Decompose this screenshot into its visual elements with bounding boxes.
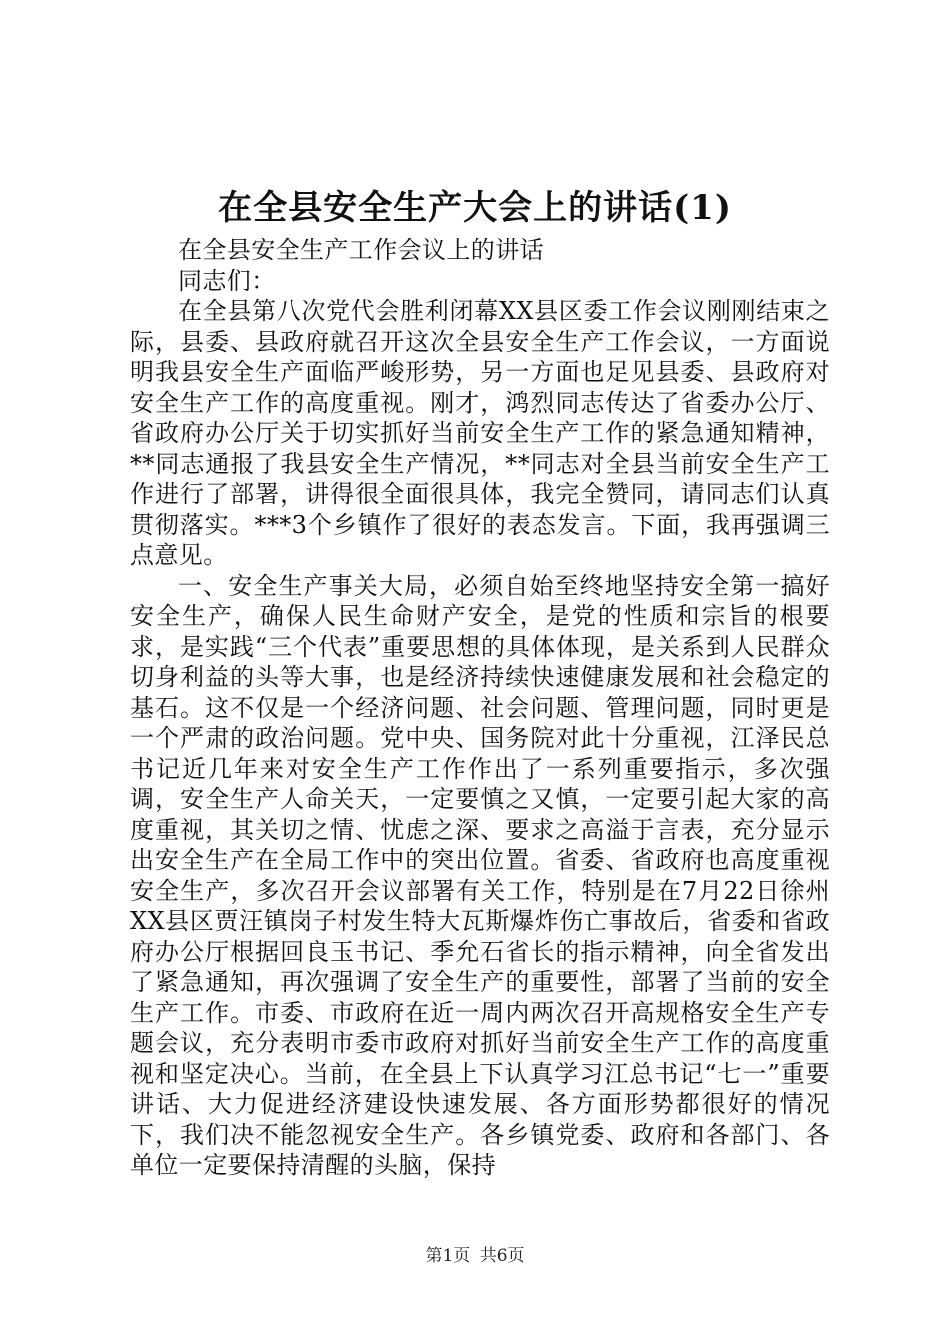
salutation: 同志们：	[178, 266, 276, 295]
paragraph-point-one: 一、安全生产事关大局，必须自始至终地坚持安全第一搞好安全生产，确保人民生命财产安全，是党的性质和宗旨的根要求，是实践“三个代表”重要思想的具体体现，是关系到人民群众切身利益的头等大事，也是经济持续快速健康发展和社会稳定的基石。这不仅是一个经济问题、社会问题、管理问题，同时更是一个严肃的政治问题。党中央、国务院对此十分重视，江泽民总书记近几年来对安全生产工作作出了一系列重要指示，多次强调，安全生产人命关天，一定要慎之又慎，一定要引起大家的高度重视，其关切之情、忧虑之深、要求之高溢于言表，充分显示出安全生产在全局工作中的突出位置。省委、省政府也高度重视安全生产，多次召开会议部署有关工作，特别是在7月22日徐州XX县区贾汪镇岗子村发生特大瓦斯爆炸伤亡事故后，省委和省政府办公厅根据回良玉书记、季允石省长的指示精神，向全省发出了紧急通知，再次强调了安全生产的重要性，部署了当前的安全生产工作。市委、市政府在近一周内两次召开高规格安全生产专题会议，充分表明市委市政府对抓好当前安全生产工作的高度重视和坚定决心。当前，在全县上下认真学习江总书记“七一”重要讲话、大力促进经济建设快速发展、各方面形势都很好的情况下，我们决不能忽视安全生产。各乡镇党委、政府和各部门、各单位一定要保持清醒的头脑，保持	[130, 571, 830, 1179]
paragraph-intro: 在全县第八次党代会胜利闭幕XX县区委工作会议刚刚结束之际，县委、县政府就召开这次全县安全生产工作会议，一方面说明我县安全生产面临严峻形势，另一方面也足见县委、县政府对安全生产工作的高度重视。刚才，鸿烈同志传达了省委办公厅、省政府办公厅关于切实抓好当前安全生产工作的紧急通知精神，**同志通报了我县安全生产情况，**同志对全县当前安全生产工作进行了部署，讲得很全面很具体，我完全赞同，请同志们认真贯彻落实。***3个乡镇作了很好的表态发言。下面，我再强调三点意见。	[130, 297, 830, 569]
document-body	[130, 235, 830, 1181]
speech-subtitle: 在全县安全生产工作会议上的讲话	[178, 236, 544, 264]
page-total: 共6页	[479, 1246, 525, 1266]
document-title: 在全县安全生产大会上的讲话(1)	[218, 188, 732, 228]
page-footer	[0, 1244, 950, 1268]
page-number: 第1页	[425, 1246, 471, 1266]
